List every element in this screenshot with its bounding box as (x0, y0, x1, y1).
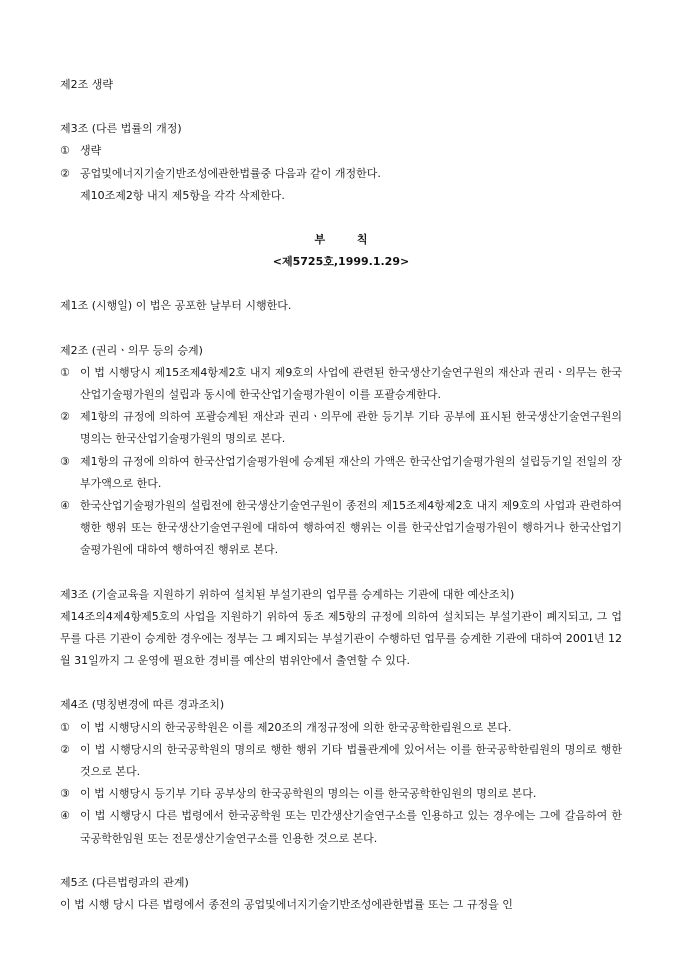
amendment-line: 제10조제2항 내지 제5항을 각각 삭제한다. (80, 188, 285, 202)
list-item (60, 163, 622, 185)
item-text: 이 법 시행당시 제15조제4항제2호 내지 제9호의 사업에 관련된 한국생산기술연구원의 재산과 권리ㆍ의무는 한국산업기술평가원의 설립과 동시에 한국산업기술평가원이 이를 포괄승계한다. (80, 365, 622, 402)
list-item (60, 451, 622, 495)
item-number: ③ (60, 454, 70, 468)
item-text: 공업및에너지기술기반조성에관한법률중 다음과 같이 개정한다. (80, 166, 381, 180)
item-number: ② (60, 742, 70, 756)
addendum-article-2-title: 제2조 (권리ㆍ의무 등의 승계) (60, 343, 203, 357)
item-number: ④ (60, 499, 70, 513)
spacer (60, 562, 622, 584)
item-number: ② (60, 166, 70, 180)
article-2-title: 제2조 생략 (60, 78, 113, 91)
item-text: 제1항의 규정에 의하여 한국산업기술평가원에 승계된 재산의 가액은 한국산업기술평가원의 설립등기일 전일의 장부가액으로 한다. (80, 454, 622, 490)
list-item (60, 406, 622, 450)
spacer (60, 850, 622, 872)
spacer (60, 273, 622, 295)
list-item (60, 495, 622, 562)
item-text: 생략 (80, 144, 102, 158)
item-number: ③ (60, 787, 70, 801)
article-3-title: 제3조 (다른 법률의 개정) (60, 122, 182, 136)
item-number: ① (60, 365, 70, 379)
list-item (60, 805, 622, 849)
addendum-article-4-title: 제4조 (명칭변경에 따른 경과조치) (60, 698, 225, 712)
item-text: 제1항의 규정에 의하여 포괄승계된 재산과 권리ㆍ의무에 관한 등기부 기타 공부에 표시된 한국생산기술연구원의 명의는 한국산업기술평가원의 명의로 본다. (80, 410, 622, 446)
spacer (60, 207, 622, 229)
list-item (60, 717, 622, 739)
item-text: 이 법 시행당시 다른 법령에서 한국공학원 또는 민간생산기술연구소를 인용하고 있는 경우에는 그에 갈음하여 한국공학한임원 또는 전문생산기술연구소를 인용한 것으로 본다. (80, 809, 622, 845)
item-number: ② (60, 410, 70, 424)
item-text: 한국산업기술평가원의 설립전에 한국생산기술연구원이 종전의 제15조제4항제2호 내지 제9호의 사업과 관련하여 행한 행위 또는 한국생산기술연구원에 대하여 행하여진 행위는 이를 한국산업기술평가원이 행하거나 한국산업기술평가원에 대하여 행하여진 행위로 본다. (80, 499, 622, 557)
item-number: ① (60, 720, 70, 734)
document-page (60, 74, 622, 916)
item-text: 이 법 시행당시의 한국공학원의 명의로 행한 행위 기타 법률관계에 있어서는 이를 한국공학한림원의 명의로 행한 것으로 본다. (80, 742, 622, 779)
list-item (60, 739, 622, 783)
addendum-title: 부 칙 (314, 233, 382, 247)
addendum-article-1: 제1조 (시행일) 이 법은 공포한 날부터 시행한다. (60, 299, 292, 313)
list-item (60, 362, 622, 406)
list-item (60, 140, 622, 162)
spacer (60, 672, 622, 694)
item-number: ④ (60, 809, 70, 823)
addendum-article-3-title: 제3조 (기술교육을 지원하기 위하여 설치된 부설기관의 업무를 승계하는 기관에 대한 예산조치) (60, 587, 515, 601)
addendum-article-5-body: 이 법 시행 당시 다른 법령에서 종전의 공업및에너지기술기반조성에관한법률 또는 그 규정을 인 (60, 898, 513, 912)
addendum-subtitle: <제5725호,1999.1.29> (272, 255, 410, 269)
list-item (60, 783, 622, 805)
item-number: ① (60, 144, 70, 158)
item-text: 이 법 시행당시의 한국공학원은 이를 제20조의 개정규정에 의한 한국공학한림원으로 본다. (80, 720, 512, 734)
addendum-article-3-body: 제14조의4제4항제5호의 사업을 지원하기 위하여 동조 제5항의 규정에 의하여 설치되는 부설기관이 폐지되고, 그 업무를 다른 기관이 승계한 경우에는 정부는 그 폐지되는 부설기관이 수행하던 업무를 승계한 기관에 대하여 2001년 12월 31일까지 그 운영에 필요한 경비를 예산의 범위안에서 출연할 수 있다. (60, 609, 622, 668)
item-text: 이 법 시행당시 등기부 기타 공부상의 한국공학원의 명의는 이를 한국공학한임원의 명의로 본다. (80, 787, 537, 801)
spacer (60, 96, 622, 118)
spacer (60, 318, 622, 340)
addendum-article-5-title: 제5조 (다른법령과의 관계) (60, 875, 189, 889)
